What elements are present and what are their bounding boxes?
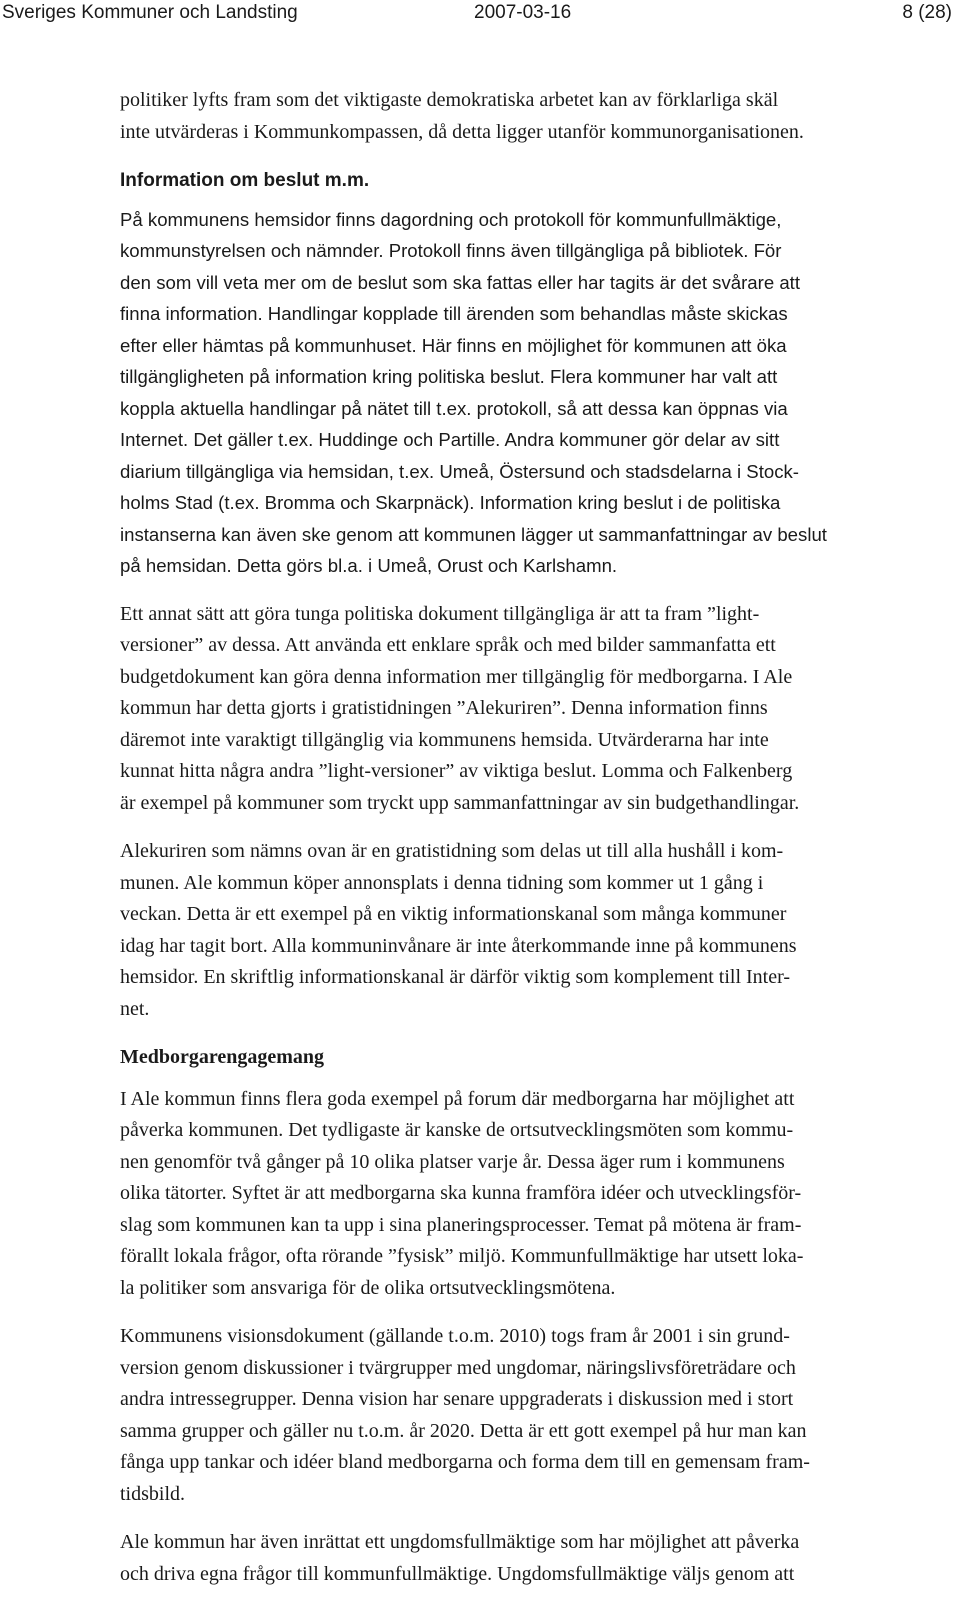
paragraph-vision: Kommunens visionsdokument (gällande t.o.m. 2010) togs fram år 2001 i sin grund- version genom diskussioner i tvärgrupper med ungdomar, näringslivsföreträdare och andra intressegrupper. Denna vision har senare uppgraderats i diskussion med i stort samma grupper och gäller nu t.o.m. år 2020. Detta är ett gott exempel på hur man kan fånga upp tankar och idéer bland medborgarna och forma dem till en gemensam fram- tidsbild. bbox=[120, 1325, 810, 1505]
heading-medborgarengagemang: Medborgarengagemang bbox=[120, 1046, 325, 1068]
paragraph-intro: politiker lyfts fram som det viktigaste demokratiska arbetet kan av förklarliga skäl inte utvärderas i Kommunkompassen, då detta ligger utanför kommunorganisationen. bbox=[120, 89, 804, 143]
document-body bbox=[120, 85, 910, 1607]
header-date: 2007-03-16 bbox=[474, 2, 572, 23]
header-organization: Sveriges Kommuner och Landsting bbox=[2, 2, 298, 23]
paragraph-light-versions: Ett annat sätt att göra tunga politiska dokument tillgängliga är att ta fram ”light- versioner” av dessa. Att använda ett enklare språk och med bilder sammanfatta ett budgetdokument kan göra denna information mer tillgänglig för medborgarna. I Ale kommun har detta gjorts i gratistidningen ”Alekuriren”. Denna information finns däremot inte varaktigt tillgänglig via kommunens hemsida. Utvärderarna har inte kunnat hitta några andra ”light-versioner” av viktiga beslut. Lomma och Falkenberg är exempel på kommuner som tryckt upp sammanfattningar av sin budgethandlingar. bbox=[120, 602, 800, 814]
page-header bbox=[0, 0, 960, 30]
heading-information: Information om beslut m.m. bbox=[120, 170, 370, 191]
paragraph-alekuriren: Alekuriren som nämns ovan är en gratistidning som delas ut till alla hushåll i kom- munen. Ale kommun köper annonsplats i denna tidning som kommer ut 1 gång i veckan. Detta är ett exempel på en viktig informationskanal som många kommuner idag har tagit bort. Alla kommuninvånare är inte återkommande inne på kommunens hemsidor. En skriftlig informationskanal är därför viktig som komplement till Inter- net. bbox=[120, 840, 797, 1020]
paragraph-ale-forum: I Ale kommun finns flera goda exempel på forum där medborgarna har möjlighet att påverka kommunen. Det tydligaste är kanske de ortsutvecklingsmöten som kommu- nen genomför två gånger på 10 olika platser varje år. Dessa äger rum i kommunens olika tätorter. Syftet är att medborgarna ska kunna framföra idéer och utvecklingsför- slag som kommunen kan ta upp i sina planeringsprocesser. Temat på mötena är fram- förallt lokala frågor, ofta rörande ”fysisk” miljö. Kommunfullmäktige har utsett loka- la politiker som ansvariga för de olika ortsutvecklingsmötena. bbox=[120, 1087, 804, 1299]
header-page-number: 8 (28) bbox=[902, 2, 952, 23]
paragraph-information: På kommunens hemsidor finns dagordning och protokoll för kommunfullmäktige, kommunstyrelsen och nämnder. Protokoll finns även tillgängliga på bibliotek. För den som vill veta mer om de beslut som ska fattas eller har tagits är det svårare att finna information. Handlingar kopplade till ärenden som behandlas måste skickas efter eller hämtas på kommunhuset. Här finns en möjlighet för kommunen att öka tillgängligheten på information kring politiska beslut. Flera kommuner har valt att koppla aktuella handlingar på nätet till t.ex. protokoll, så att dessa kan öppnas via Internet. Det gäller t.ex. Huddinge och Partille. Andra kommuner gör delar av sitt diarium tillgängliga via hemsidan, t.ex. Umeå, Östersund och stadsdelarna i Stock- holms Stad (t.ex. Bromma och Skarpnäck). Information kring beslut i de politiska instanserna kan även ske genom att kommunen lägger ut sammanfattningar av beslut på hemsidan. Detta görs bl.a. i Umeå, Orust och Karlshamn. bbox=[120, 208, 827, 576]
paragraph-ungdomsfullmaktige: Ale kommun har även inrättat ett ungdomsfullmäktige som har möjlighet att påverka och driva egna frågor till kommunfullmäktige. Ungdomsfullmäktige väljs genom att bbox=[120, 1531, 800, 1585]
